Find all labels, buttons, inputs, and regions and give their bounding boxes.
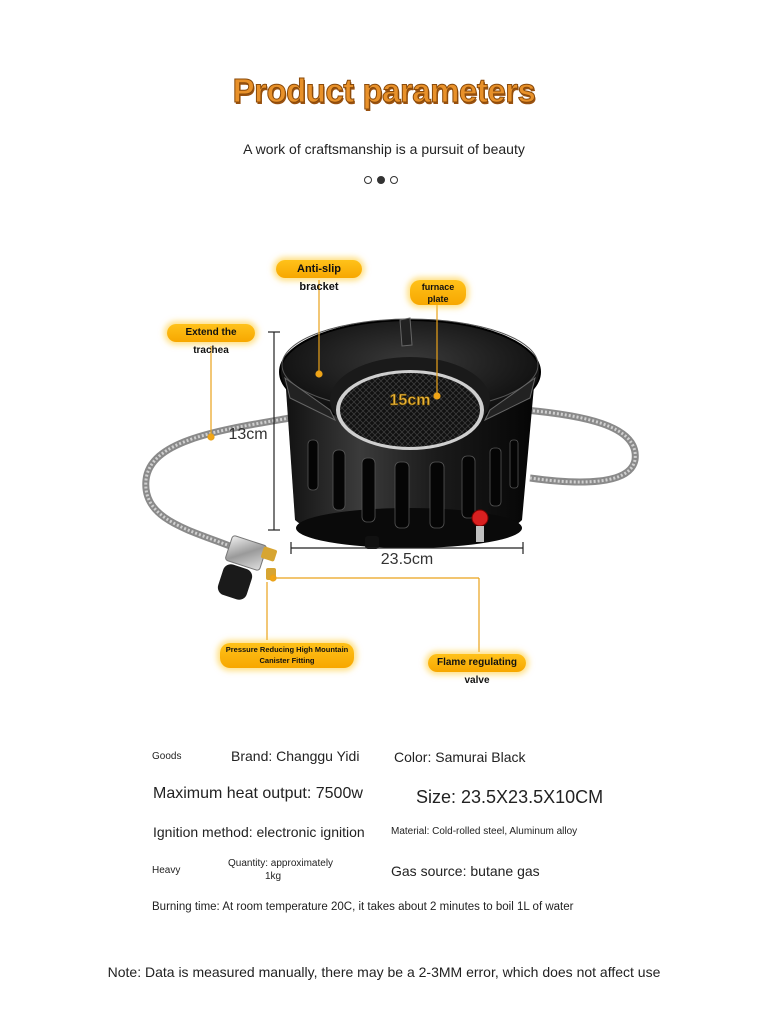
plate-diameter-label: 15cm <box>389 392 431 409</box>
tag-anti-slip-bracket: Anti-slip bracket <box>276 260 362 278</box>
width-label: 23.5cm <box>380 551 434 568</box>
spec-quantity-line2: 1kg <box>264 871 282 882</box>
height-label: 13cm <box>228 426 268 443</box>
tag-furnace-plate: furnace plate <box>410 280 466 305</box>
footnote: Note: Data is measured manually, there may be a 2-3MM error, which does not affect use <box>107 964 661 980</box>
spec-goods: Goods <box>152 751 182 762</box>
tag-pressure-fitting: Pressure Reducing High Mountain Canister Fitting <box>220 643 354 668</box>
spec-burning: Burning time: At room temperature 20C, it takes about 2 minutes to boil 1L of water <box>152 901 574 913</box>
tag-flame-valve: Flame regulating valve <box>428 654 526 672</box>
spec-quantity <box>228 858 334 882</box>
spec-color: Color: Samurai Black <box>394 749 526 765</box>
page-subtitle: A work of craftsmanship is a pursuit of beauty <box>243 141 525 157</box>
spec-gas: Gas source: butane gas <box>391 863 540 879</box>
spec-material: Material: Cold-rolled steel, Aluminum alloy <box>391 826 578 837</box>
spec-ignition: Ignition method: electronic ignition <box>153 824 365 840</box>
spec-heavy: Heavy <box>152 865 181 876</box>
spec-max-heat: Maximum heat output: 7500w <box>153 785 363 802</box>
spec-size: Size: 23.5X23.5X10CM <box>416 787 604 807</box>
tag-extend-trachea: Extend the trachea <box>167 324 255 342</box>
spec-quantity-line1: Quantity: approximately <box>228 858 334 869</box>
spec-brand: Brand: Changgu Yidi <box>231 748 360 764</box>
height-dimension <box>268 332 280 530</box>
page-title: Product parameters <box>232 72 536 109</box>
